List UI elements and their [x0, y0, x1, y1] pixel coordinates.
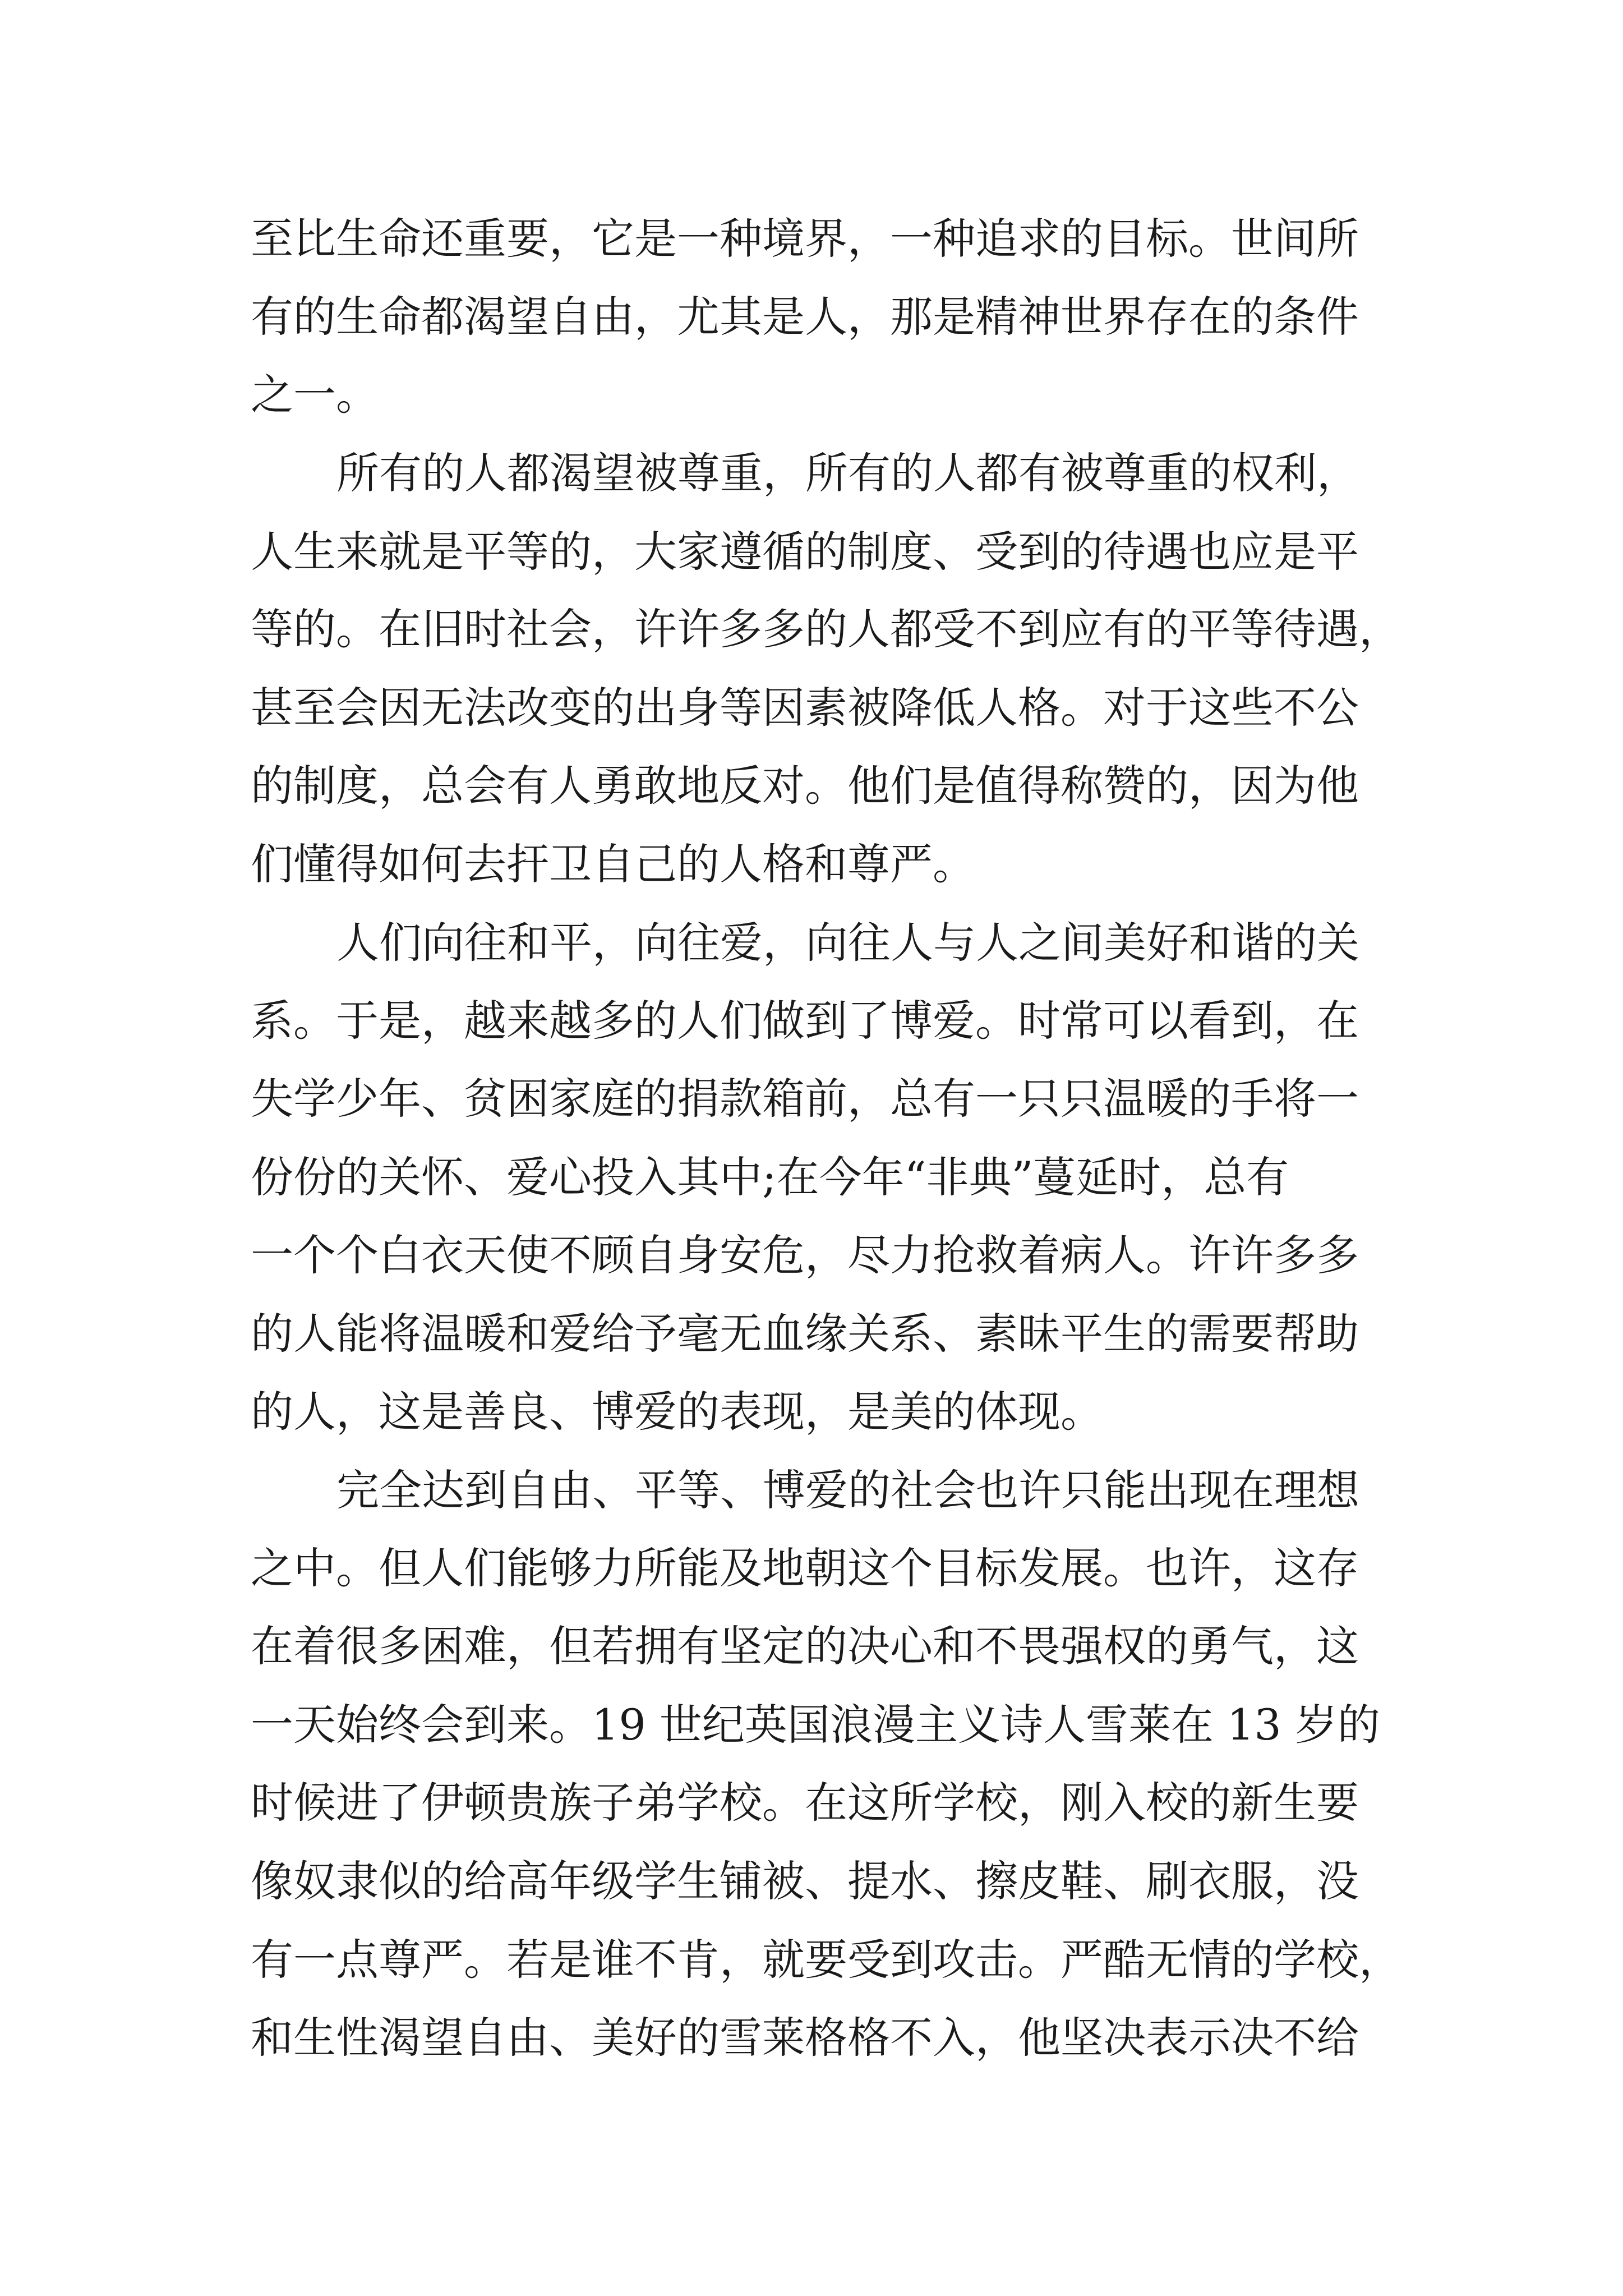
text-line: 像奴隶似的给高年级学生铺被、提水、擦皮鞋、刷衣服，没 [251, 1856, 1359, 1906]
text-line: 所有的人都渴望被尊重，所有的人都有被尊重的权利， [336, 448, 1359, 498]
text-line: 系。于是，越来越多的人们做到了博爱。时常可以看到，在 [251, 996, 1359, 1046]
text-line: 人生来就是平等的，大家遵循的制度、受到的待遇也应是平 [251, 527, 1359, 577]
text-line: 和生性渴望自由、美好的雪莱格格不入，他坚决表示决不给 [251, 2013, 1359, 2063]
text-line: 失学少年、贫困家庭的捐款箱前，总有一只只温暖的手将一 [251, 1074, 1359, 1124]
text-line: 一天始终会到来。19 世纪英国浪漫主义诗人雪莱在 13 岁的 [251, 1700, 1380, 1750]
text-line: 等的。在旧时社会，许许多多的人都受不到应有的平等待遇， [251, 604, 1401, 654]
text-line: 之中。但人们能够力所能及地朝这个目标发展。也许，这存 [251, 1543, 1359, 1593]
text-line: 完全达到自由、平等、博爱的社会也许只能出现在理想 [336, 1465, 1359, 1515]
text-line: 的人能将温暖和爱给予毫无血缘关系、素昧平生的需要帮助 [251, 1309, 1359, 1359]
text-line: 有一点尊严。若是谁不肯，就要受到攻击。严酷无情的学校， [251, 1935, 1401, 1985]
text-line: 之一。 [251, 370, 379, 420]
text-line: 有的生命都渴望自由，尤其是人，那是精神世界存在的条件 [251, 292, 1359, 342]
text-line: 份份的关怀、爱心投入其中;在今年“非典”蔓延时，总有 [251, 1152, 1289, 1202]
text-line: 至比生命还重要，它是一种境界，一种追求的目标。世间所 [251, 214, 1359, 264]
text-line: 在着很多困难，但若拥有坚定的决心和不畏强权的勇气，这 [251, 1621, 1359, 1671]
text-line: 的制度，总会有人勇敢地反对。他们是值得称赞的，因为他 [251, 761, 1359, 811]
text-line: 时候进了伊顿贵族子弟学校。在这所学校，刚入校的新生要 [251, 1778, 1359, 1828]
text-line: 一个个白衣天使不顾自身安危，尽力抢救着病人。许许多多 [251, 1230, 1359, 1280]
text-line: 人们向往和平，向往爱，向往人与人之间美好和谐的关 [336, 918, 1359, 968]
text-line: 们懂得如何去扞卫自己的人格和尊严。 [251, 839, 975, 889]
text-line: 甚至会因无法改变的出身等因素被降低人格。对于这些不公 [251, 683, 1359, 733]
text-line: 的人，这是善良、博爱的表现，是美的体现。 [251, 1387, 1103, 1437]
